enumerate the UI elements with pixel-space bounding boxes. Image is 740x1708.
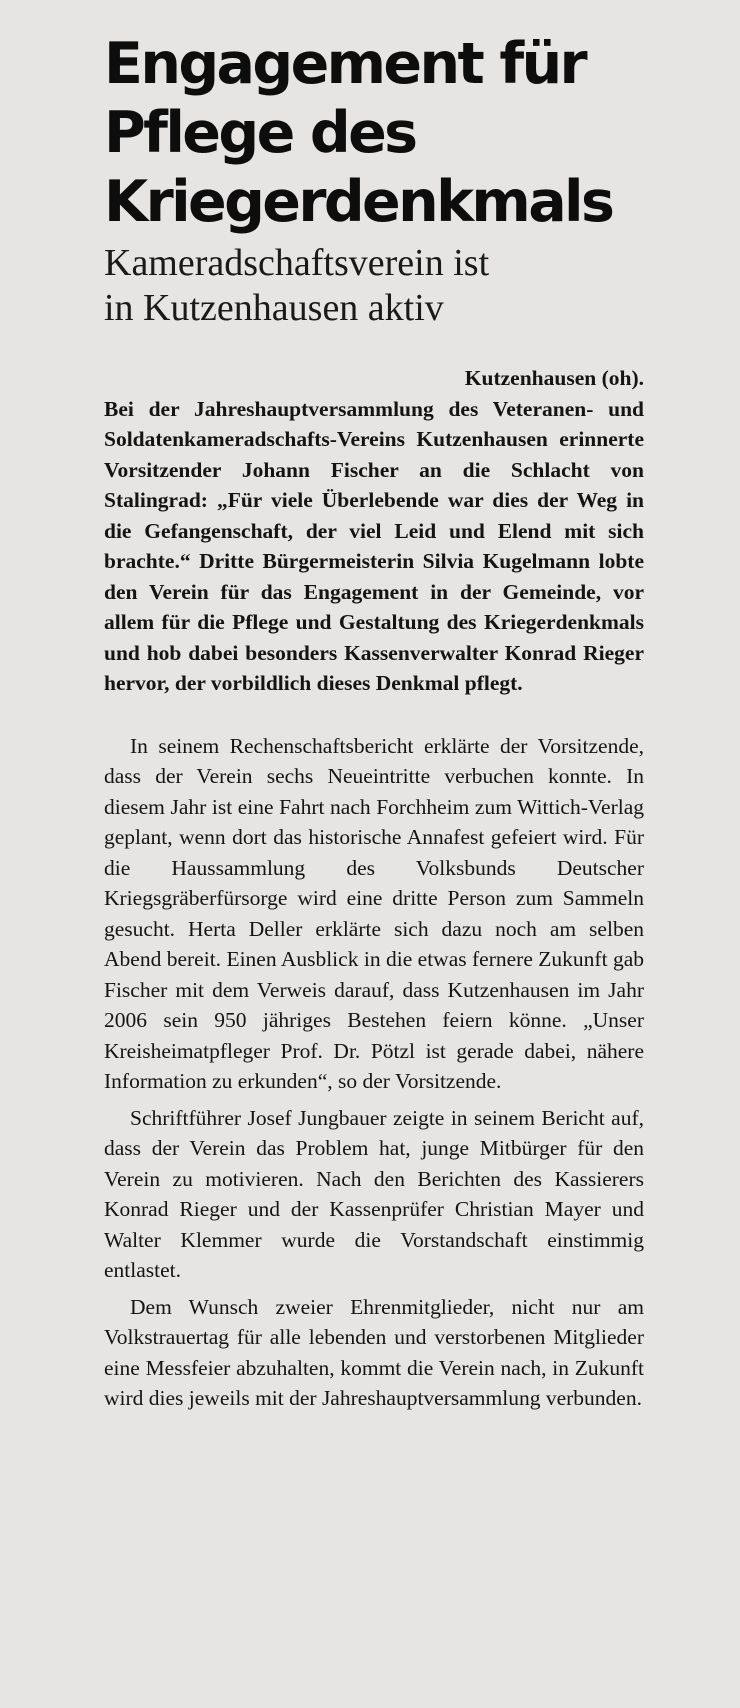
body-paragraph-1: In seinem Rechenschaftsbericht erklärte der Vorsitzende, dass der Verein sechs Neueintritte verbuchen konnte. In diesem Jahr ist eine Fahrt nach Forchheim zum Wittich-Verlag geplant, wenn dort das historische Annafest gefeiert wird. Für die Haussammlung des Volksbunds Deutscher Kriegsgräberfürsorge wird eine dritte Person zum Sammeln gesucht. Herta Deller erklärte sich dazu noch am selben Abend bereit. Einen Ausblick in die etwas fernere Zukunft gab Fischer mit dem Verweis darauf, dass Kutzenhausen im Jahr 2006 sein 950 jähriges Bestehen feiern könne. „Unser Kreisheimatpfleger Prof. Dr. Pötzl ist gerade dabei, nähere Information zu erkunden“, so der Vorsitzende. bbox=[104, 733, 644, 1093]
headline bbox=[104, 30, 644, 237]
lead-paragraph: Bei der Jahreshauptversammlung des Veteranen- und Soldatenkameradschafts-Vereins Kutzenhausen erinnerte Vorsitzender Johann Fischer an die Schlacht von Stalingrad: „Für viele Überlebende war dies der Weg in die Gefangenschaft, der viel Leid und Elend mit sich brachte.“ Dritte Bürgermeisterin Silvia Kugelmann lobte den Verein für das Engagement in der Gemeinde, vor allem für die Pflege und Gestaltung des Kriegerdenkmals und hob dabei besonders Kassenverwalter Konrad Rieger hervor, der vorbildlich dieses Denkmal pflegt. bbox=[104, 396, 644, 695]
subheadline-line-2: in Kutzenhausen aktiv bbox=[104, 287, 444, 329]
dateline: Kutzenhausen (oh). bbox=[464, 366, 644, 390]
body-paragraph-2: Schriftführer Josef Jungbauer zeigte in seinem Bericht auf, dass der Verein das Problem hat, junge Mitbürger für den Verein zu motivieren. Nach den Berichten des Kassierers Konrad Rieger und der Kassenprüfer Christian Mayer und Walter Klemmer wurde die Vorstandschaft einstimmig entlastet. bbox=[104, 1105, 644, 1282]
headline-line-2: Pflege des bbox=[104, 100, 416, 166]
subheadline-line-1: Kameradschaftsverein ist bbox=[104, 242, 490, 284]
body-paragraph-3: Dem Wunsch zweier Ehrenmitglieder, nicht nur am Volkstrauertag für alle lebenden und verstorbenen Mitglieder eine Messfeier abzuhalten, kommt die Verein nach, in Zukunft wird dies jeweils mit der Jahreshauptversammlung verbunden. bbox=[104, 1294, 644, 1410]
newspaper-article bbox=[104, 30, 644, 1414]
subheadline bbox=[104, 241, 644, 331]
headline-line-3: Kriegerdenkmals bbox=[104, 169, 613, 235]
headline-line-1: Engagement für bbox=[104, 31, 586, 97]
